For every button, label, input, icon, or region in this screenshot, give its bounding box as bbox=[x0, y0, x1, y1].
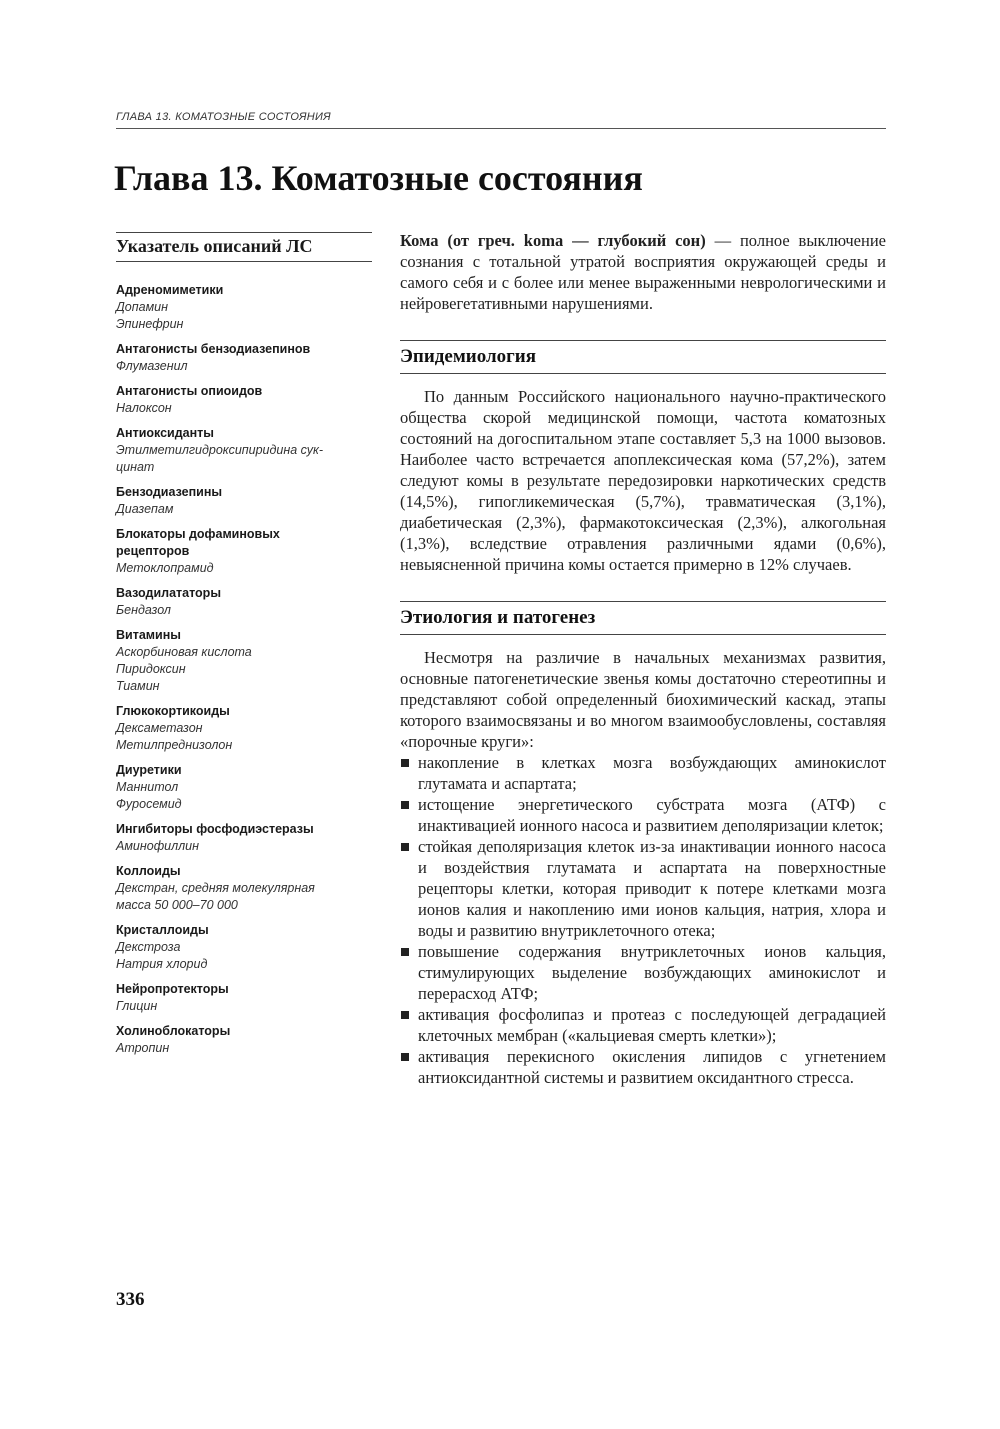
drug-group-title: Кристаллоиды bbox=[116, 923, 209, 937]
drug-group bbox=[116, 341, 372, 375]
page-number: 336 bbox=[116, 1289, 145, 1310]
etiology-section bbox=[400, 601, 886, 1088]
list-item-text: повышение содержания внутриклеточных ионов кальция, стимулирующих выделение возбуждающих аминокислот и перерасход АТФ; bbox=[418, 942, 886, 1003]
etiology-heading: Этиология и патогенез bbox=[400, 601, 886, 635]
list-item bbox=[400, 941, 886, 1004]
chapter-title: Глава 13. Коматозные состояния bbox=[114, 158, 643, 198]
drug-name: Аскорбиновая кислота bbox=[116, 645, 252, 659]
drug-name: Аминофиллин bbox=[116, 839, 200, 853]
drug-name: Декстроза bbox=[116, 940, 181, 954]
etiology-paragraph: Несмотря на различие в начальных механизмах развития, основные патогенетические звенья комы достаточно стереотипны и представляют собой определенный биохимический каскад, этапы которого взаимосвязаны и во многом взаимообусловлены, составляя «порочные круги»: bbox=[400, 648, 886, 751]
drug-name: Метоклопрамид bbox=[116, 561, 214, 575]
intro-term: Кома (от греч. koma — глубокий сон) bbox=[400, 231, 706, 250]
list-item-text: накопление в клетках мозга возбуждающих аминокислот глутамата и аспартата; bbox=[418, 753, 886, 793]
drug-name: Глицин bbox=[116, 999, 158, 1013]
drug-name: Атропин bbox=[116, 1041, 170, 1055]
drug-name: масса 50 000–70 000 bbox=[116, 898, 238, 912]
drug-index-sidebar bbox=[116, 232, 372, 1065]
drug-group-title: Диуретики bbox=[116, 763, 182, 777]
drug-group bbox=[116, 282, 372, 333]
drug-group bbox=[116, 703, 372, 754]
list-item-text: активация перекисного окисления липидов с угнетением антиоксидантной системы и развитием оксидантного стресса. bbox=[418, 1047, 886, 1087]
list-item bbox=[400, 752, 886, 794]
square-bullet-icon bbox=[401, 843, 409, 851]
etiology-bullet-list bbox=[400, 752, 886, 1088]
drug-name: Эпинефрин bbox=[116, 317, 184, 331]
square-bullet-icon bbox=[401, 948, 409, 956]
drug-name: Допамин bbox=[116, 300, 168, 314]
drug-index-title: Указатель описаний ЛС bbox=[116, 232, 372, 262]
drug-group bbox=[116, 627, 372, 695]
drug-group bbox=[116, 981, 372, 1015]
drug-group-title: Антиоксиданты bbox=[116, 426, 214, 440]
intro-paragraph bbox=[400, 230, 886, 314]
drug-group-title: Вазодилататоры bbox=[116, 586, 221, 600]
drug-group bbox=[116, 1023, 372, 1057]
drug-group-title: Адреномиметики bbox=[116, 283, 224, 297]
drug-name: цинат bbox=[116, 460, 155, 474]
drug-name: Диазепам bbox=[116, 502, 174, 516]
drug-group-title: Блокаторы дофаминовых bbox=[116, 527, 280, 541]
drug-name: Дексаметазон bbox=[116, 721, 203, 735]
square-bullet-icon bbox=[401, 801, 409, 809]
drug-group-title-cont: рецепторов bbox=[116, 544, 190, 558]
intro-text: — полное выключение сознания с тотальной утратой восприятия окружающей среды и самого себя и с более или менее выраженными неврологическими и нейровегетативными нарушениями. bbox=[400, 231, 886, 313]
drug-group bbox=[116, 863, 372, 914]
drug-group-title: Холиноблокаторы bbox=[116, 1024, 231, 1038]
running-head: ГЛАВА 13. КОМАТОЗНЫЕ СОСТОЯНИЯ bbox=[116, 111, 886, 129]
drug-group-title: Ингибиторы фосфодиэстеразы bbox=[116, 822, 314, 836]
drug-name: Налоксон bbox=[116, 401, 172, 415]
list-item-text: истощение энергетического субстрата мозга (АТФ) с инактивацией ионного насоса и развитием деполяризации клеток; bbox=[418, 795, 886, 835]
square-bullet-icon bbox=[401, 1053, 409, 1061]
drug-group bbox=[116, 526, 372, 577]
drug-group bbox=[116, 383, 372, 417]
drug-name: Флумазенил bbox=[116, 359, 188, 373]
drug-group bbox=[116, 484, 372, 518]
drug-name: Маннитол bbox=[116, 780, 179, 794]
drug-group-title: Коллоиды bbox=[116, 864, 181, 878]
drug-name: Натрия хлорид bbox=[116, 957, 208, 971]
list-item-text: активация фосфолипаз и протеаз с последующей деградацией клеточных мембран («кальциевая смерть клетки»); bbox=[418, 1005, 886, 1045]
list-item bbox=[400, 794, 886, 836]
square-bullet-icon bbox=[401, 759, 409, 767]
drug-name: Декстран, средняя молекулярная bbox=[116, 881, 315, 895]
drug-group-title: Витамины bbox=[116, 628, 181, 642]
drug-group bbox=[116, 821, 372, 855]
drug-name: Пиридоксин bbox=[116, 662, 186, 676]
drug-index-groups bbox=[116, 282, 372, 1057]
drug-name: Тиамин bbox=[116, 679, 160, 693]
list-item-text: стойкая деполяризация клеток из-за инактивации ионного насоса и воздействия глутамата и аспартата на поверхностные рецепторы клетки, которая приводит к потере клетками мозга ионов калия и накоплению ими ионов кальция, натрия, хлора и воды и развитию внутриклеточного отека; bbox=[418, 837, 886, 940]
epidemiology-section bbox=[400, 340, 886, 575]
drug-group bbox=[116, 585, 372, 619]
drug-group-title: Антагонисты бензодиазепинов bbox=[116, 342, 311, 356]
drug-name: Фуросемид bbox=[116, 797, 182, 811]
square-bullet-icon bbox=[401, 1011, 409, 1019]
epidemiology-heading: Эпидемиология bbox=[400, 340, 886, 374]
drug-group-title: Бензодиазепины bbox=[116, 485, 223, 499]
drug-group-title: Антагонисты опиоидов bbox=[116, 384, 263, 398]
drug-group bbox=[116, 922, 372, 973]
drug-name: Метилпреднизолон bbox=[116, 738, 233, 752]
drug-name: Бендазол bbox=[116, 603, 171, 617]
list-item bbox=[400, 836, 886, 941]
list-item bbox=[400, 1046, 886, 1088]
drug-name: Этилметилгидроксипиридина сук- bbox=[116, 443, 324, 457]
drug-group-title: Глюкокортикоиды bbox=[116, 704, 230, 718]
drug-group-title: Нейропротекторы bbox=[116, 982, 229, 996]
epidemiology-paragraph: По данным Российского национального научно-практического общества скорой медицинской помощи, частота коматозных состояний на догоспитальном этапе составляет 5,3 на 1000 вызовов. Наиболее часто встречается апоплексическая кома (57,2%), затем следуют комы в результате передозировки наркотических средств (14,5%), гипогликемическая (5,7%), травматическая (3,1%), диабетическая (2,3%), фармакотоксическая (2,3%), алкогольная (1,3%), вследствие отравления различными ядами (0,6%), невыясненной причина комы остается примерно в 12% случаев. bbox=[400, 387, 886, 574]
main-column bbox=[400, 230, 886, 1088]
drug-group bbox=[116, 762, 372, 813]
list-item bbox=[400, 1004, 886, 1046]
drug-group bbox=[116, 425, 372, 476]
